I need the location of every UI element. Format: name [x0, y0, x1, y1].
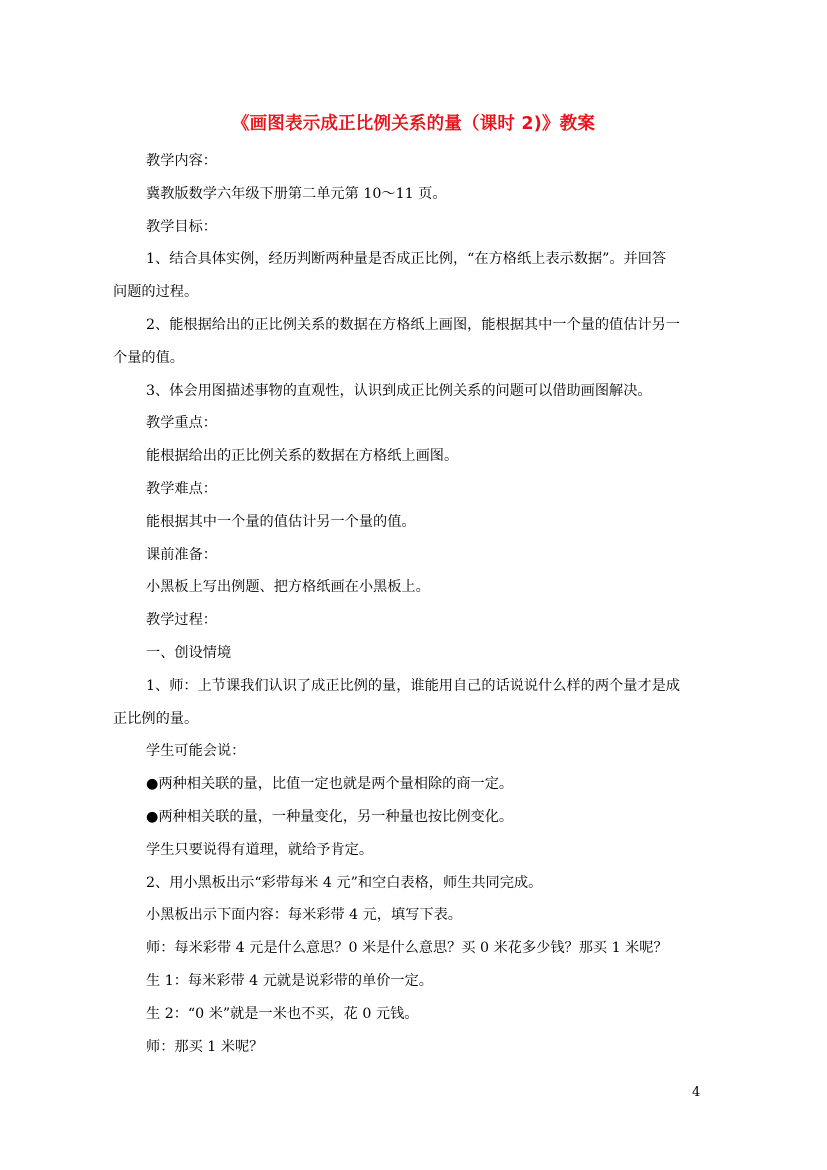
text-line: ●两种相关联的量，比值一定也就是两个量相除的商一定。: [146, 776, 514, 793]
document-body: [113, 149, 713, 1067]
text-line: 课前准备：: [146, 546, 217, 563]
text-line: 学生只要说得有道理，就给予肯定。: [146, 841, 374, 858]
page-number: 4: [692, 1085, 701, 1100]
text-line: 教学过程：: [146, 612, 217, 629]
text-line: 正比例的量。: [113, 710, 199, 727]
text-line: ●两种相关联的量，一种量变化，另一种量也按比例变化。: [146, 808, 514, 825]
text-line: 教学内容：: [146, 153, 217, 169]
text-line: 一、创设情境: [146, 644, 232, 661]
text-line: 教学目标：: [146, 218, 217, 235]
text-line: 1、结合具体实例，经历判断两种量是否成正比例，“在方格纸上表示数据”。并回答: [146, 251, 667, 268]
text-line: 学生可能会说：: [146, 743, 246, 760]
text-line: 师：每米彩带 4 元是什么意思？0 米是什么意思？买 0 米花多少钱？那买 1 米呢？: [146, 940, 668, 957]
document-title: 《画图表示成正比例关系的量（课时 2)》教案: [231, 114, 596, 134]
text-line: 教学重点：: [146, 415, 217, 432]
text-line: 2、能根据给出的正比例关系的数据在方格纸上画图，能根据其中一个量的值估计另一: [146, 316, 680, 333]
text-line: 1、师：上节课我们认识了成正比例的量，谁能用自己的话说说什么样的两个量才是成: [146, 677, 680, 694]
text-line: 问题的过程。: [113, 284, 199, 301]
text-line: 教学难点：: [146, 480, 217, 497]
text-line: 生 1：每米彩带 4 元就是说彩带的单价一定。: [146, 972, 433, 989]
text-line: 小黑板上写出例题、把方格纸画在小黑板上。: [146, 579, 430, 596]
text-line: 小黑板出示下面内容：每米彩带 4 元，填写下表。: [146, 907, 462, 924]
text-line: 能根据给出的正比例关系的数据在方格纸上画图。: [146, 448, 459, 465]
text-line: 冀教版数学六年级下册第二单元第 10～11 页。: [146, 185, 447, 202]
text-line: 个量的值。: [113, 349, 184, 366]
text-line: 师：那买 1 米呢？: [146, 1038, 264, 1055]
text-line: 能根据其中一个量的值估计另一个量的值。: [146, 513, 416, 530]
text-line: 2、用小黑板出示“彩带每米 4 元”和空白表格，师生共同完成。: [146, 874, 543, 891]
text-line: 3、体会用图描述事物的直观性，认识到成正比例关系的问题可以借助画图解决。: [146, 382, 652, 399]
text-line: 生 2：“0 米”就是一米也不买，花 0 元钱。: [146, 1005, 419, 1022]
